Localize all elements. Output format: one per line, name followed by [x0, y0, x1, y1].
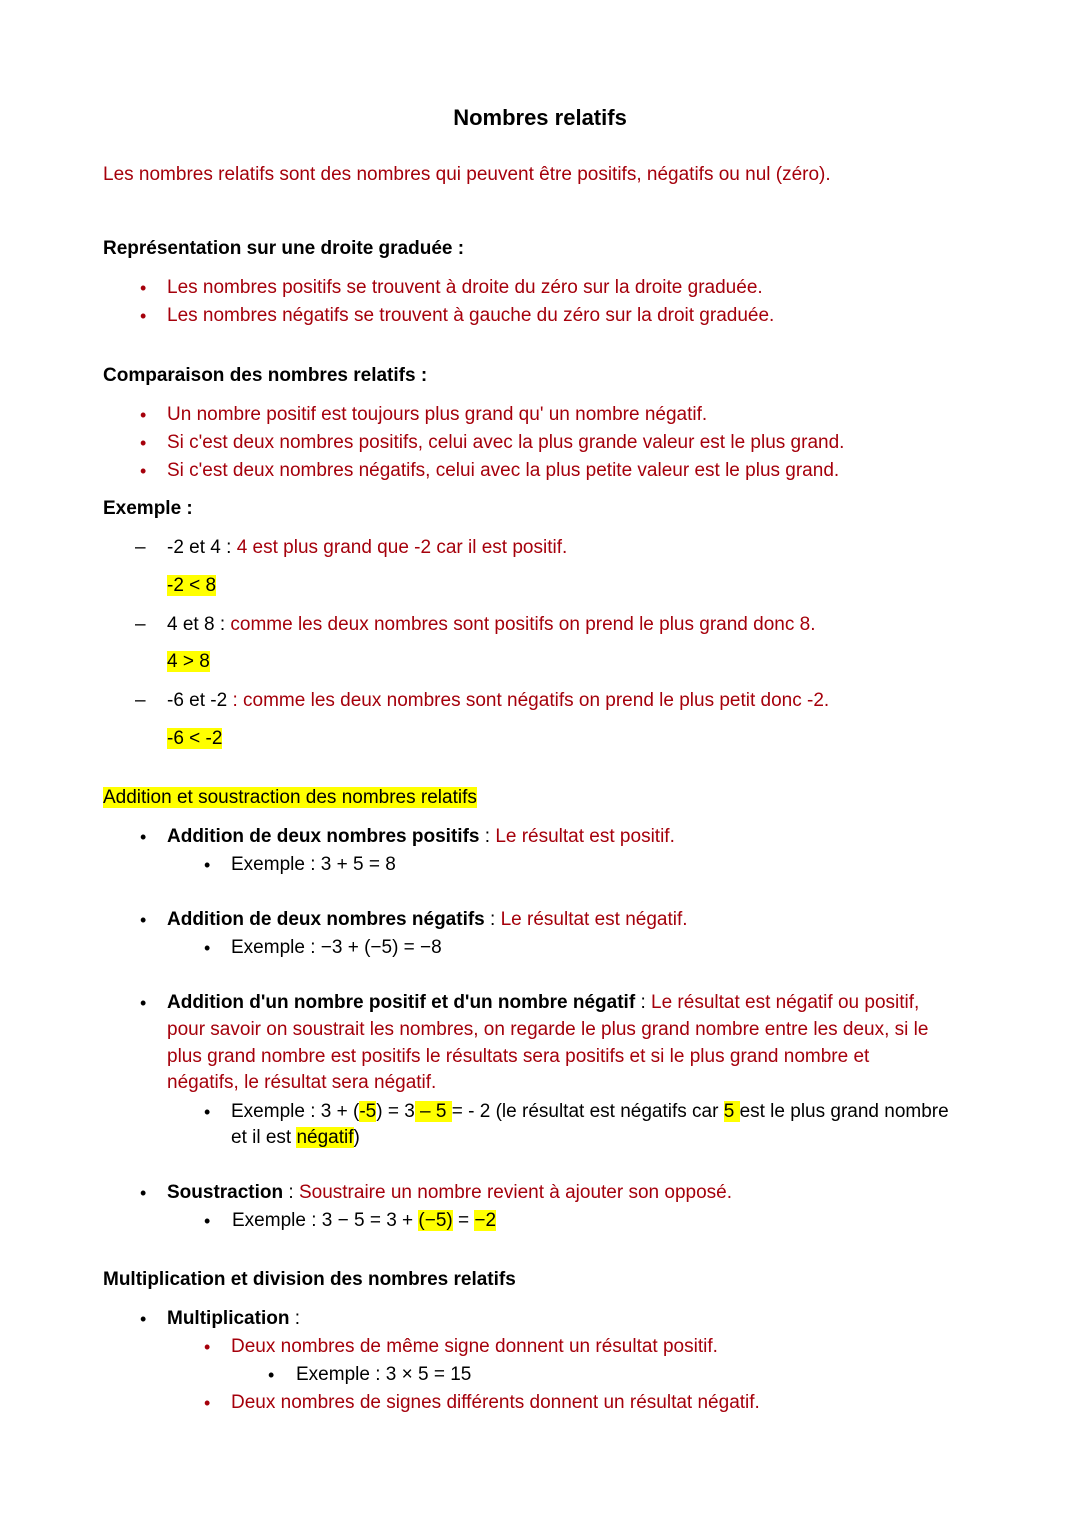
example-item	[167, 536, 567, 560]
example-item	[167, 613, 815, 637]
list-item: Si c'est deux nombres positifs, celui avec la plus grande valeur est le plus grand.	[167, 432, 845, 453]
dash-icon: –	[135, 690, 146, 711]
example-heading: Exemple :	[103, 498, 193, 519]
rule-label: Soustraction	[167, 1182, 284, 1203]
example-result	[167, 727, 222, 751]
rule-text: Le résultat est positif.	[495, 826, 675, 847]
bullet-icon: •	[140, 306, 147, 326]
bullet-icon: •	[204, 1393, 211, 1413]
rule-text: négatifs, le résultat sera négatif.	[167, 1072, 437, 1093]
example-explanation: comme les deux nombres sont positifs on prend le plus grand donc 8.	[230, 614, 816, 635]
rule-label: Addition de deux nombres négatifs	[167, 909, 485, 930]
rule-label: Addition d'un nombre positif et d'un nombre négatif	[167, 992, 636, 1013]
dash-icon: –	[135, 537, 146, 558]
bullet-icon: •	[204, 1211, 211, 1231]
example-pair: 4 et 8 :	[167, 614, 231, 635]
list-item: Un nombre positif est toujours plus grand qu' un nombre négatif.	[167, 404, 708, 425]
example-pair: -6 et -2	[167, 690, 233, 711]
bullet-icon: •	[140, 1309, 147, 1329]
rule-example: Exemple : 3 + 5 = 8	[231, 854, 396, 875]
bullet-icon: •	[140, 278, 147, 298]
highlighted-result: 4 > 8	[167, 651, 210, 672]
bullet-icon: •	[140, 1183, 147, 1203]
dash-icon: –	[135, 614, 146, 635]
list-item: Si c'est deux nombres négatifs, celui avec la plus petite valeur est le plus grand.	[167, 460, 840, 481]
rule-example: Exemple : 3 − 5 = 3 + (−5) = −2	[232, 1210, 497, 1231]
page-title: Nombres relatifs	[453, 105, 627, 130]
bullet-icon: •	[204, 855, 211, 875]
rule-text: Le résultat est négatif.	[500, 909, 688, 930]
bullet-icon: •	[204, 1102, 211, 1122]
section-heading-multiplication: Multiplication et division des nombres relatifs	[103, 1269, 516, 1290]
example-explanation: 4 est plus grand que -2 car il est positif.	[236, 537, 568, 558]
bullet-icon: •	[268, 1365, 275, 1385]
rule-multiplication: Multiplication :	[167, 1308, 300, 1329]
intro-text: Les nombres relatifs sont des nombres qui peuvent être positifs, négatifs ou nul (zéro).	[103, 164, 831, 185]
bullet-icon: •	[204, 938, 211, 958]
rule-example: Exemple : 3 + (-5) = 3 – 5 = - 2 (le résultat est négatifs car 5 est le plus grand nombre	[231, 1101, 949, 1122]
bullet-icon: •	[140, 910, 147, 930]
rule-example: Exemple : −3 + (−5) = −8	[231, 937, 442, 958]
rule-addition-positifs: Addition de deux nombres positifs : Le résultat est positif.	[167, 826, 675, 847]
section-heading-droite: Représentation sur une droite graduée :	[103, 238, 465, 259]
example-explanation: : comme les deux nombres sont négatifs on prend le plus petit donc -2.	[232, 690, 830, 711]
example-result	[167, 574, 216, 598]
rule-text: Le résultat est négatif ou positif,	[651, 992, 920, 1013]
rule-addition-mixte: Addition d'un nombre positif et d'un nombre négatif : Le résultat est négatif ou positif,	[167, 992, 920, 1013]
example-item	[167, 689, 829, 713]
rule-example-continued: et il est négatif)	[231, 1127, 360, 1148]
highlighted-result: -6 < -2	[167, 728, 223, 749]
bullet-icon: •	[140, 433, 147, 453]
rule-text: Deux nombres de signes différents donnent un résultat négatif.	[231, 1392, 760, 1413]
rule-soustraction: Soustraction : Soustraire un nombre revient à ajouter son opposé.	[167, 1182, 733, 1203]
rule-text: Deux nombres de même signe donnent un résultat positif.	[231, 1336, 718, 1357]
example-pair: -2 et 4 :	[167, 537, 237, 558]
example-result	[167, 650, 210, 674]
bullet-icon: •	[140, 827, 147, 847]
rule-text: plus grand nombre est positifs le résultats sera positifs et si le plus grand nombre et	[167, 1046, 870, 1067]
highlighted-result: -2 < 8	[167, 575, 217, 596]
bullet-icon: •	[140, 405, 147, 425]
section-heading-comparaison: Comparaison des nombres relatifs :	[103, 365, 428, 386]
list-item: Les nombres négatifs se trouvent à gauche du zéro sur la droit graduée.	[167, 305, 775, 326]
section-heading-addition: Addition et soustraction des nombres relatifs	[103, 787, 477, 808]
rule-label: Addition de deux nombres positifs	[167, 826, 480, 847]
rule-label: Multiplication	[167, 1308, 290, 1329]
bullet-icon: •	[204, 1337, 211, 1357]
bullet-icon: •	[140, 993, 147, 1013]
list-item: Les nombres positifs se trouvent à droite du zéro sur la droite graduée.	[167, 277, 763, 298]
rule-text: Soustraire un nombre revient à ajouter son opposé.	[298, 1182, 733, 1203]
rule-example: Exemple : 3 × 5 = 15	[296, 1364, 472, 1385]
rule-text: pour savoir on soustrait les nombres, on regarde le plus grand nombre entre les deux, si le	[167, 1019, 929, 1040]
bullet-icon: •	[140, 461, 147, 481]
rule-addition-negatifs: Addition de deux nombres négatifs : Le résultat est négatif.	[167, 909, 688, 930]
